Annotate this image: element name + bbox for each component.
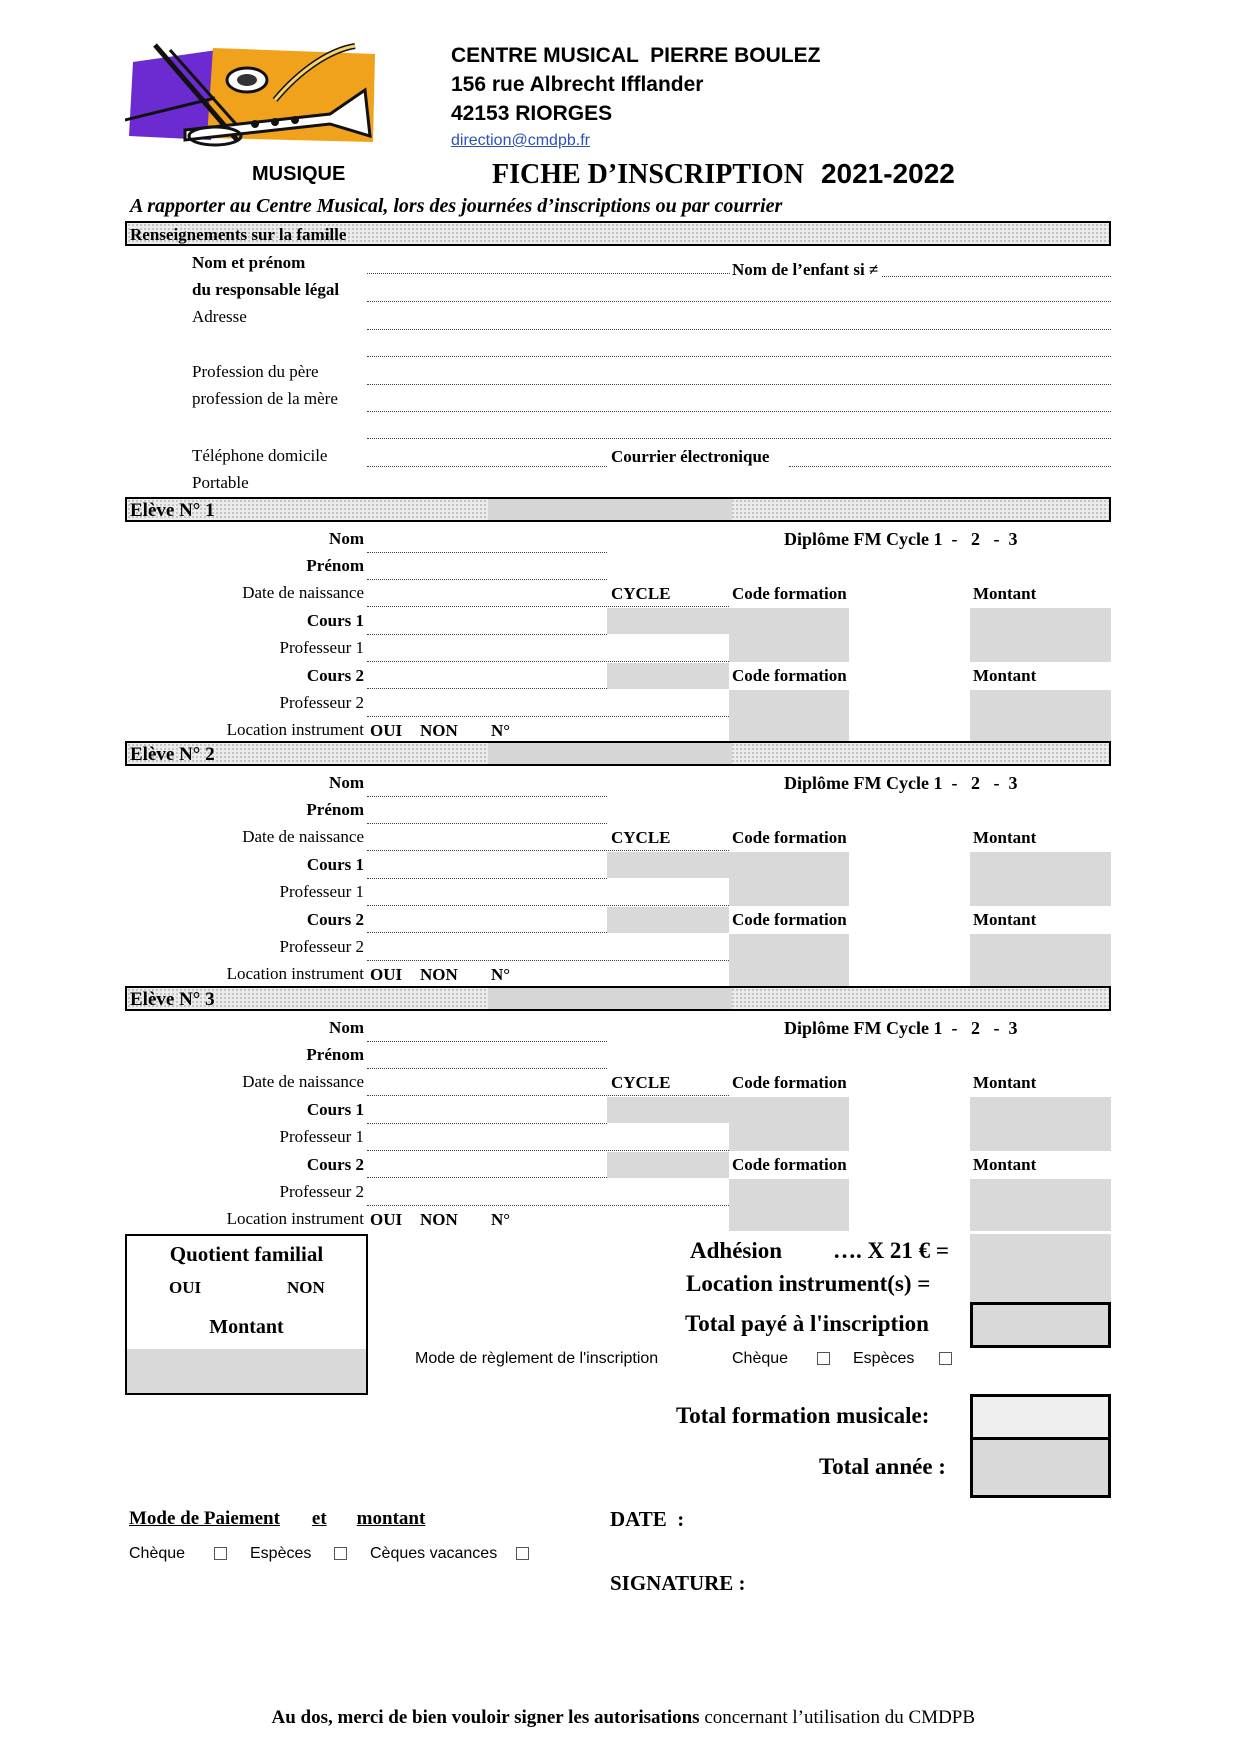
code-formation-1-box[interactable] xyxy=(729,608,849,662)
cours2-field[interactable] xyxy=(367,1177,607,1178)
prenom-label: Prénom xyxy=(306,556,364,575)
prof1-field[interactable] xyxy=(367,905,729,906)
location-non[interactable]: NON xyxy=(420,965,458,984)
nom-label: Nom xyxy=(329,1018,364,1037)
total-year-label: Total année : xyxy=(819,1454,946,1479)
location-label: Location instrument xyxy=(226,1209,364,1228)
code-formation-label-1: Code formation xyxy=(732,584,847,603)
logo-caption: MUSIQUE xyxy=(252,163,346,185)
location-total-box[interactable] xyxy=(970,1268,1111,1302)
band-shade xyxy=(488,988,732,1009)
cours2-label: Cours 2 xyxy=(306,666,364,685)
code-formation-label-2: Code formation xyxy=(732,1155,847,1174)
pay-cheque-label: Chèque xyxy=(129,1545,186,1562)
address-field-2[interactable] xyxy=(367,356,1111,357)
cycle-2-box[interactable] xyxy=(607,907,729,933)
student-title: Elève N° 2 xyxy=(130,744,215,765)
family-section-title: Renseignements sur la famille xyxy=(130,225,347,244)
footer-bold: Au dos, merci de bien vouloir signer les autorisations xyxy=(271,1707,700,1728)
code-formation-label-2: Code formation xyxy=(732,666,847,685)
guardian-label-2: du responsable légal xyxy=(192,280,340,299)
quotient-oui[interactable]: OUI xyxy=(169,1278,202,1297)
location-oui[interactable]: OUI xyxy=(370,965,403,984)
father-profession-label: Profession du père xyxy=(192,362,319,381)
montant-2-box[interactable] xyxy=(970,1179,1111,1231)
nom-field[interactable] xyxy=(367,1041,607,1042)
pay-vacances-label: Cèques vacances xyxy=(370,1545,498,1562)
org-street: 156 rue Albrecht Ifflander xyxy=(451,73,704,96)
montant-label-1: Montant xyxy=(973,1073,1037,1092)
nom-field[interactable] xyxy=(367,796,607,797)
montant-1-box[interactable] xyxy=(970,852,1111,906)
paid-total-label: Total payé à l'inscription xyxy=(685,1311,929,1336)
org-name: CENTRE MUSICAL PIERRE BOULEZ xyxy=(451,44,821,67)
prof1-label: Professeur 1 xyxy=(279,882,364,901)
date-label: DATE : xyxy=(610,1507,685,1531)
form-year: 2021-2022 xyxy=(820,158,955,189)
adhesion-box[interactable] xyxy=(970,1234,1111,1268)
prof1-field[interactable] xyxy=(367,661,729,662)
cours2-field[interactable] xyxy=(367,688,607,689)
quotient-montant-label: Montant xyxy=(209,1316,284,1338)
payment-title xyxy=(129,1508,425,1530)
prof1-field[interactable] xyxy=(367,1150,729,1151)
location-total-label: Location instrument(s) = xyxy=(686,1271,931,1296)
prenom-field[interactable] xyxy=(367,823,607,824)
mobile-label: Portable xyxy=(192,473,249,492)
instrument-number-label: N° xyxy=(491,965,511,984)
quotient-title: Quotient familial xyxy=(169,1242,324,1266)
cours1-label: Cours 1 xyxy=(306,855,364,874)
birth-field[interactable] xyxy=(367,850,729,851)
student-band xyxy=(125,497,1111,522)
location-non[interactable]: NON xyxy=(420,1210,458,1229)
montant-2-box[interactable] xyxy=(970,934,1111,986)
prenom-label: Prénom xyxy=(306,800,364,819)
prenom-field[interactable] xyxy=(367,1068,607,1069)
paid-total-box[interactable] xyxy=(970,1302,1111,1348)
code-formation-label-2: Code formation xyxy=(732,910,847,929)
signature-label: SIGNATURE : xyxy=(610,1571,746,1595)
student-band xyxy=(125,741,1111,766)
prenom-field[interactable] xyxy=(367,579,607,580)
org-email[interactable]: direction@cmdpb.fr xyxy=(451,132,590,149)
total-fm-box[interactable] xyxy=(970,1394,1111,1440)
montant-label-2: Montant xyxy=(973,1155,1037,1174)
pay-especes-label: Espèces xyxy=(250,1545,312,1562)
cycle-1-box[interactable] xyxy=(607,1097,729,1123)
payment-title-c: montant xyxy=(356,1508,426,1529)
montant-label-2: Montant xyxy=(973,666,1037,685)
code-formation-2-box[interactable] xyxy=(729,1179,849,1231)
family-section-band xyxy=(125,221,1111,246)
student-title: Elève N° 3 xyxy=(130,989,215,1010)
cycle-1-box[interactable] xyxy=(607,852,729,878)
prof1-label: Professeur 1 xyxy=(279,1127,364,1146)
cheque-option-label: Chèque xyxy=(732,1350,789,1367)
cycle-2-box[interactable] xyxy=(607,663,729,689)
cours1-field[interactable] xyxy=(367,878,607,879)
location-label: Location instrument xyxy=(226,964,364,983)
footer-note xyxy=(262,1685,975,1729)
code-formation-1-box[interactable] xyxy=(729,1097,849,1151)
logo xyxy=(125,40,380,158)
cours2-label: Cours 2 xyxy=(306,1155,364,1174)
prof2-label: Professeur 2 xyxy=(279,693,364,712)
nom-field[interactable] xyxy=(367,552,607,553)
prof2-field[interactable] xyxy=(367,960,729,961)
cours2-field[interactable] xyxy=(367,932,607,933)
birth-label: Date de naissance xyxy=(242,827,364,846)
birth-label: Date de naissance xyxy=(242,583,364,602)
code-formation-2-box[interactable] xyxy=(729,934,849,986)
father-profession-field[interactable] xyxy=(367,384,1111,385)
org-city: 42153 RIORGES xyxy=(451,102,613,125)
cycle-label: CYCLE xyxy=(611,828,671,847)
cours1-label: Cours 1 xyxy=(306,611,364,630)
mother-profession-field[interactable] xyxy=(367,411,1111,412)
prof2-label: Professeur 2 xyxy=(279,1182,364,1201)
child-name-label: Nom de l’enfant si ≠ xyxy=(732,260,879,279)
guardian-name-field[interactable] xyxy=(367,273,730,274)
form-title-text: FICHE D’INSCRIPTION xyxy=(492,159,804,190)
pay-cheque-checkbox[interactable] xyxy=(214,1547,227,1560)
code-formation-1-box[interactable] xyxy=(729,852,849,906)
code-formation-2-box[interactable] xyxy=(729,690,849,742)
home-phone-label: Téléphone domicile xyxy=(192,446,328,465)
montant-1-box[interactable] xyxy=(970,1097,1111,1151)
birth-field[interactable] xyxy=(367,1095,729,1096)
adhesion-label: Adhésion xyxy=(690,1238,783,1263)
montant-label-1: Montant xyxy=(973,584,1037,603)
quotient-montant-box[interactable] xyxy=(127,1349,366,1393)
cycle-1-box[interactable] xyxy=(607,608,729,634)
montant-label-2: Montant xyxy=(973,910,1037,929)
nom-label: Nom xyxy=(329,773,364,792)
payment-title-a: Mode de Paiement xyxy=(129,1508,280,1529)
cours2-label: Cours 2 xyxy=(306,910,364,929)
band-shade xyxy=(488,743,732,764)
cycle-label: CYCLE xyxy=(611,584,671,603)
cycle-2-box[interactable] xyxy=(607,1152,729,1178)
instrument-number-label: N° xyxy=(491,721,511,740)
adhesion-rate: …. X 21 € = xyxy=(833,1238,949,1263)
cours1-field[interactable] xyxy=(367,634,607,635)
payment-title-b: et xyxy=(311,1508,327,1529)
prenom-label: Prénom xyxy=(306,1045,364,1064)
prof2-label: Professeur 2 xyxy=(279,937,364,956)
total-year-box[interactable] xyxy=(970,1437,1111,1498)
nom-label: Nom xyxy=(329,529,364,548)
location-oui[interactable]: OUI xyxy=(370,1210,403,1229)
footer-regular: concernant l’utilisation du CMDPB xyxy=(699,1707,976,1728)
student-title: Elève N° 1 xyxy=(130,500,215,521)
quotient-non[interactable]: NON xyxy=(287,1278,325,1297)
address-field-1[interactable] xyxy=(367,329,1111,330)
prof1-label: Professeur 1 xyxy=(279,638,364,657)
montant-1-box[interactable] xyxy=(970,608,1111,662)
form-title xyxy=(492,158,955,191)
cours1-field[interactable] xyxy=(367,1123,607,1124)
especes-option-label: Espèces xyxy=(853,1350,915,1367)
quotient-box xyxy=(125,1234,368,1395)
form-subtitle: A rapporter au Centre Musical, lors des journées d’inscriptions ou par courrier xyxy=(130,195,783,217)
instrument-number-label: N° xyxy=(491,1210,511,1229)
email-label: Courrier électronique xyxy=(611,447,770,466)
especes-checkbox[interactable] xyxy=(939,1352,952,1365)
cours1-label: Cours 1 xyxy=(306,1100,364,1119)
montant-2-box[interactable] xyxy=(970,690,1111,742)
montant-label-1: Montant xyxy=(973,828,1037,847)
code-formation-label-1: Code formation xyxy=(732,1073,847,1092)
pay-especes-checkbox[interactable] xyxy=(334,1547,347,1560)
cheque-checkbox[interactable] xyxy=(817,1352,830,1365)
cycle-label: CYCLE xyxy=(611,1073,671,1092)
mother-profession-label: profession de la mère xyxy=(192,389,338,408)
pay-vacances-checkbox[interactable] xyxy=(516,1547,529,1560)
total-fm-label: Total formation musicale: xyxy=(676,1403,930,1428)
address-label: Adresse xyxy=(192,307,247,326)
student-band xyxy=(125,986,1111,1011)
location-label: Location instrument xyxy=(226,720,364,739)
location-oui[interactable]: OUI xyxy=(370,721,403,740)
diploma-label: Diplôme FM Cycle 1 - 2 - 3 xyxy=(784,773,1018,793)
birth-label: Date de naissance xyxy=(242,1072,364,1091)
diploma-label: Diplôme FM Cycle 1 - 2 - 3 xyxy=(784,1018,1018,1038)
email-field[interactable] xyxy=(789,466,1111,467)
extra-field[interactable] xyxy=(367,438,1111,439)
home-phone-field[interactable] xyxy=(367,466,607,467)
payment-mode-label: Mode de règlement de l'inscription xyxy=(415,1350,659,1367)
diploma-label: Diplôme FM Cycle 1 - 2 - 3 xyxy=(784,529,1018,549)
quotient-divider xyxy=(366,1234,368,1254)
location-non[interactable]: NON xyxy=(420,721,458,740)
birth-field[interactable] xyxy=(367,606,729,607)
code-formation-label-1: Code formation xyxy=(732,828,847,847)
prof2-field[interactable] xyxy=(367,1205,729,1206)
band-shade xyxy=(488,499,732,520)
guardian-name-field-2[interactable] xyxy=(367,301,1111,302)
guardian-label-1: Nom et prénom xyxy=(192,253,306,272)
prof2-field[interactable] xyxy=(367,716,729,717)
child-name-field[interactable] xyxy=(882,276,1111,277)
